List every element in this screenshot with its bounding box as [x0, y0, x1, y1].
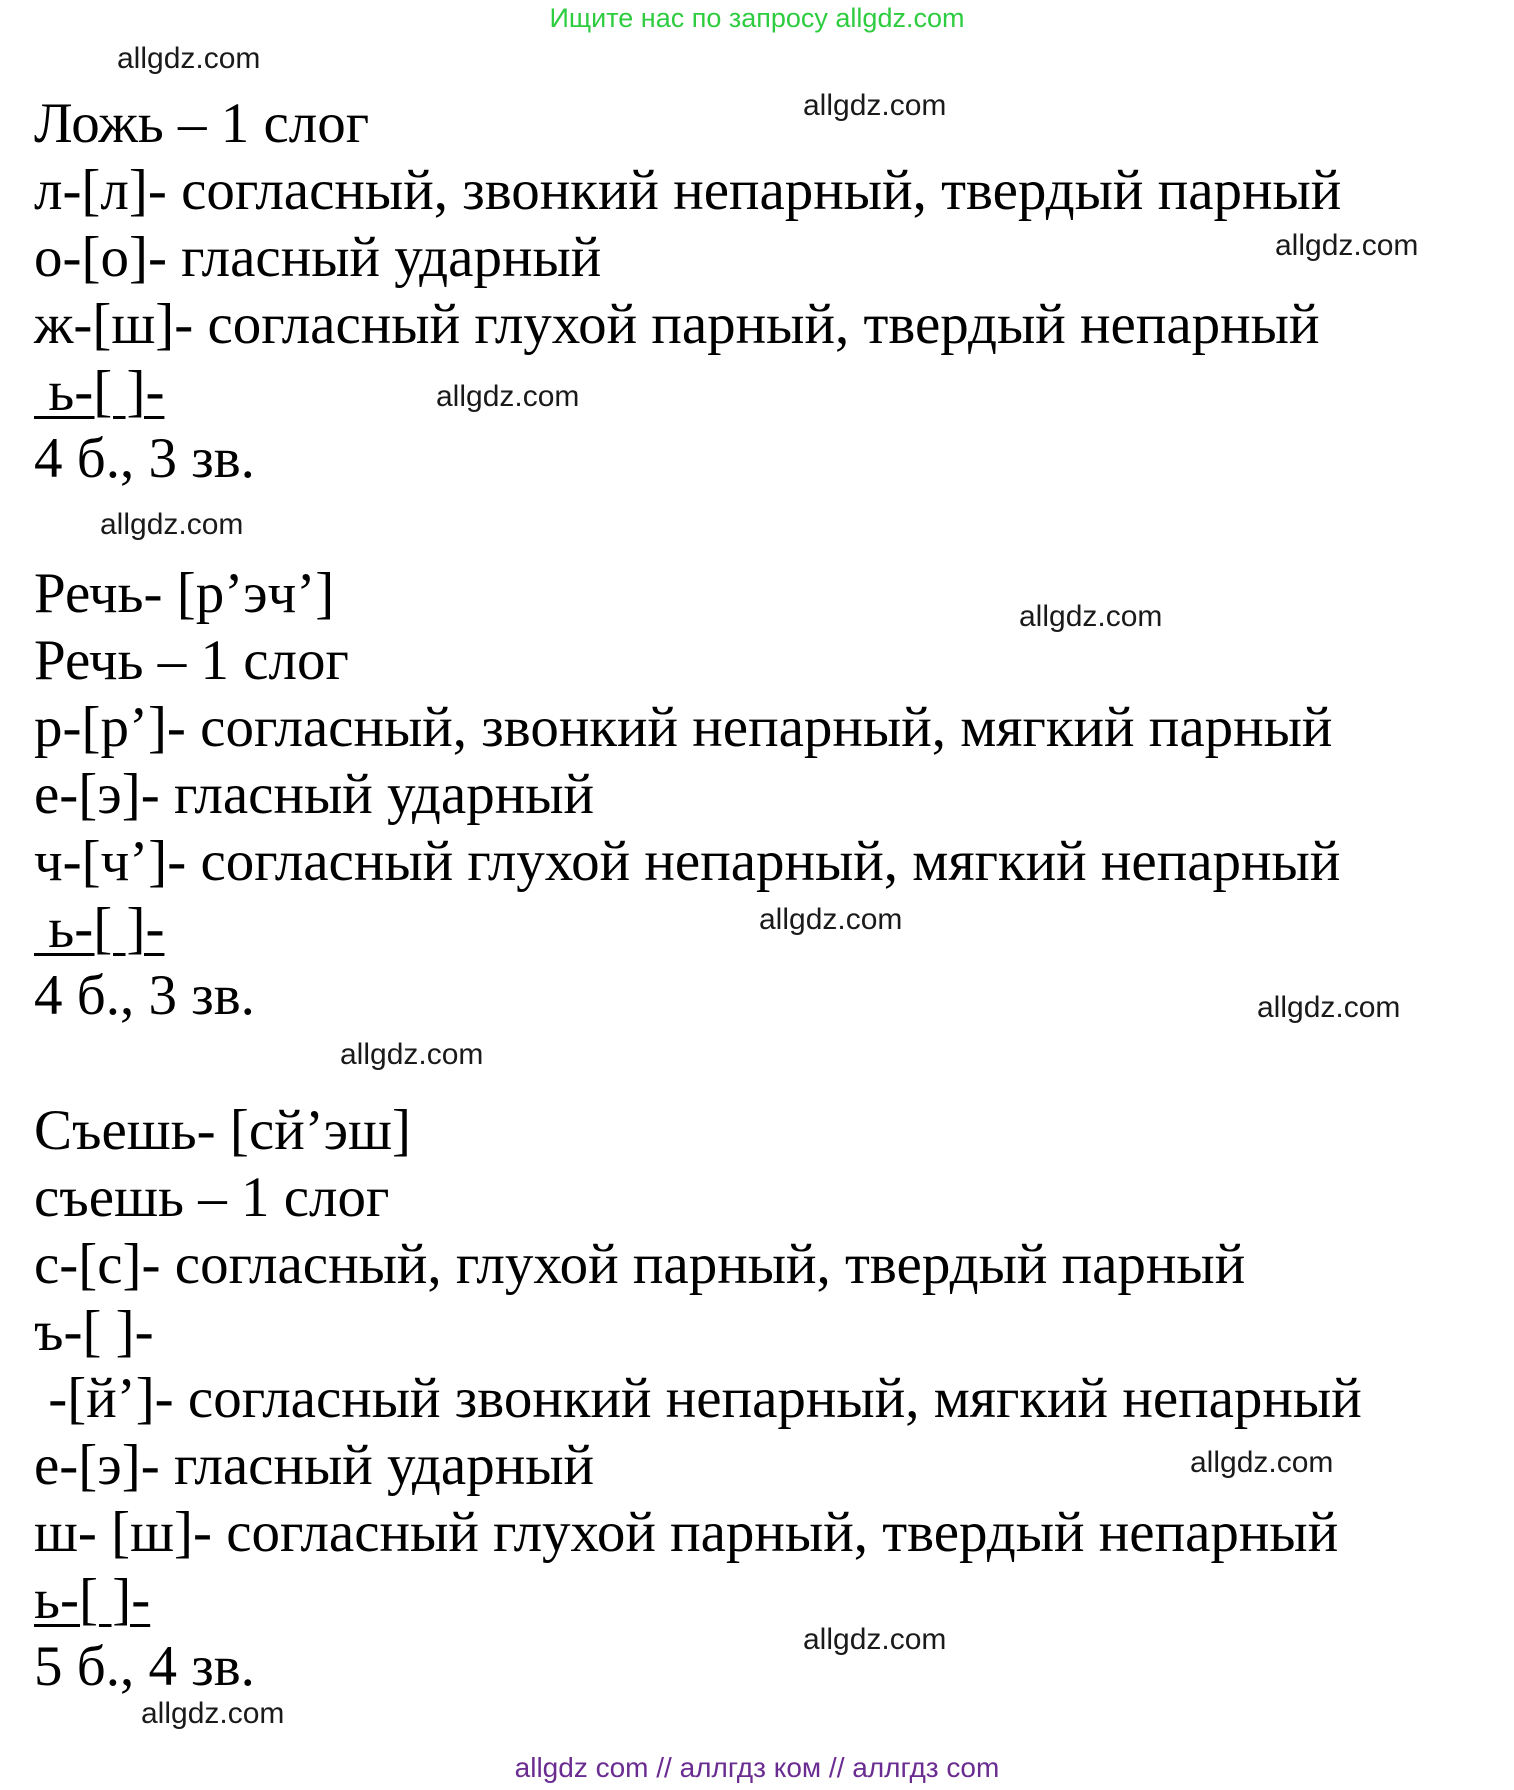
watermark: allgdz.com: [100, 508, 244, 541]
s1-line-4: ж-[ш]- согласный глухой парный, твердый непарный: [34, 293, 1320, 356]
top-banner: Ищите нас по запросу allgdz.com: [549, 3, 965, 33]
watermark: allgdz.com: [759, 903, 903, 936]
s3-line-7: ш- [ш]- согласный глухой парный, твердый непарный: [34, 1501, 1339, 1564]
watermark: allgdz.com: [1190, 1446, 1334, 1479]
s1-line-1: Ложь – 1 слог: [34, 92, 370, 155]
s2-line-1: Речь- [р’эч’]: [34, 562, 335, 625]
watermark: allgdz.com: [803, 1623, 947, 1656]
watermark: allgdz.com: [117, 42, 261, 75]
watermark: allgdz.com: [1257, 991, 1401, 1024]
watermark: allgdz.com: [340, 1038, 484, 1071]
s2-line-3: р-[р’]- согласный, звонкий непарный, мягкий парный: [34, 696, 1333, 759]
s3-line-8: ь-[ ]-: [34, 1568, 151, 1631]
watermark: allgdz.com: [1275, 229, 1419, 262]
footer-text: allgdz com // аллгдз ком // аллгдз com: [514, 1752, 1000, 1783]
s3-line-3: с-[с]- согласный, глухой парный, твердый парный: [34, 1233, 1246, 1296]
s1-line-2: л-[л]- согласный, звонкий непарный, твердый парный: [34, 159, 1342, 222]
s3-line-5: -[й’]- согласный звонкий непарный, мягкий непарный: [34, 1367, 1362, 1430]
s3-line-1: Съешь- [сй’эш]: [34, 1099, 412, 1162]
s1-line-6: 4 б., 3 зв.: [34, 427, 255, 490]
watermark: allgdz.com: [436, 380, 580, 413]
s3-line-6: е-[э]- гласный ударный: [34, 1434, 595, 1497]
s3-line-9: 5 б., 4 зв.: [34, 1635, 255, 1698]
s2-line-4: е-[э]- гласный ударный: [34, 763, 595, 826]
watermark: allgdz.com: [803, 89, 947, 122]
watermark: allgdz.com: [141, 1697, 285, 1730]
s1-line-3: о-[о]- гласный ударный: [34, 226, 602, 289]
s2-line-7: 4 б., 3 зв.: [34, 964, 255, 1027]
s3-line-4: ъ-[ ]-: [34, 1300, 154, 1363]
s3-line-2: съешь – 1 слог: [34, 1166, 390, 1229]
watermark: allgdz.com: [1019, 600, 1163, 633]
s2-line-5: ч-[ч’]- согласный глухой непарный, мягкий непарный: [34, 830, 1341, 893]
s2-line-2: Речь – 1 слог: [34, 629, 349, 692]
s2-line-6: ь-[ ]-: [34, 897, 165, 960]
s1-line-5: ь-[ ]-: [34, 360, 165, 423]
